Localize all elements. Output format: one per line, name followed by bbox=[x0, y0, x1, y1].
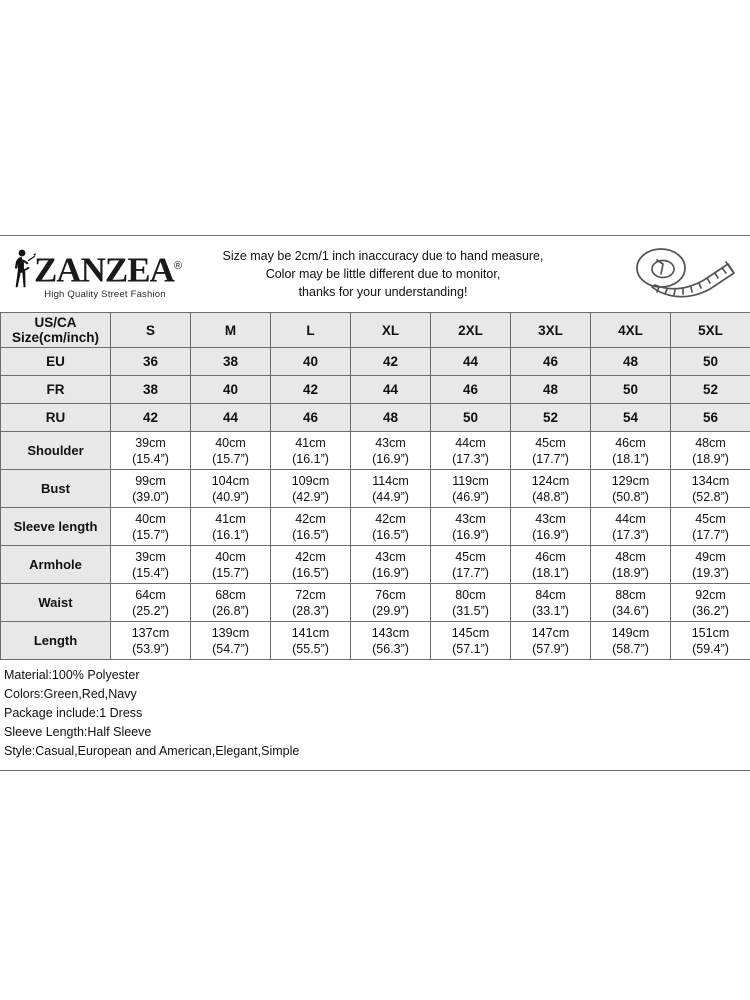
size-value-cell: 52 bbox=[511, 404, 591, 432]
measurement-inch: (58.7”) bbox=[612, 641, 649, 656]
size-value-cell: 40 bbox=[271, 348, 351, 376]
measurement-inch: (26.8”) bbox=[212, 603, 249, 618]
chart-header bbox=[0, 236, 750, 312]
column-header: 4XL bbox=[591, 313, 671, 348]
logo-wordmark-row bbox=[10, 248, 181, 290]
measurement-cm: 42cm bbox=[375, 511, 406, 526]
measurement-cm: 124cm bbox=[531, 473, 570, 488]
measurement-cm: 45cm bbox=[455, 549, 486, 564]
measurement-inch: (16.1”) bbox=[212, 527, 249, 542]
size-value-cell: 46 bbox=[511, 348, 591, 376]
row-label: Waist bbox=[1, 584, 111, 622]
measurement-inch: (15.7”) bbox=[212, 565, 249, 580]
measurement-inch: (15.4”) bbox=[132, 451, 169, 466]
measurement-cm: 44cm bbox=[455, 435, 486, 450]
measurement-inch: (25.2”) bbox=[132, 603, 169, 618]
size-value-cell: 56 bbox=[671, 404, 750, 432]
measurement-cm: 88cm bbox=[615, 587, 646, 602]
measurement-inch: (16.5”) bbox=[292, 565, 329, 580]
measurement-inch: (50.8”) bbox=[612, 489, 649, 504]
measurement-cm: 104cm bbox=[211, 473, 250, 488]
measurement-cell bbox=[511, 622, 591, 660]
row-label: Shoulder bbox=[1, 432, 111, 470]
measurement-cm: 134cm bbox=[691, 473, 730, 488]
column-header: 5XL bbox=[671, 313, 750, 348]
measurement-inch: (18.1”) bbox=[532, 565, 569, 580]
measurement-cell bbox=[591, 622, 671, 660]
measurement-cell bbox=[431, 432, 511, 470]
measurement-cm: 43cm bbox=[375, 549, 406, 564]
measurement-cm: 72cm bbox=[295, 587, 326, 602]
measurement-cm: 151cm bbox=[691, 625, 730, 640]
measurement-cell bbox=[271, 622, 351, 660]
column-header: XL bbox=[351, 313, 431, 348]
measurement-inch: (54.7”) bbox=[212, 641, 249, 656]
table-row bbox=[1, 508, 750, 546]
detail-sleeve-length: Sleeve Length:Half Sleeve bbox=[4, 725, 152, 739]
measurement-inch: (16.9”) bbox=[372, 451, 409, 466]
row-label: Armhole bbox=[1, 546, 111, 584]
size-value-cell: 42 bbox=[111, 404, 191, 432]
measurement-inch: (36.2”) bbox=[692, 603, 729, 618]
measurement-cell bbox=[591, 470, 671, 508]
measurement-cm: 64cm bbox=[135, 587, 166, 602]
size-value-cell: 54 bbox=[591, 404, 671, 432]
row-label: Length bbox=[1, 622, 111, 660]
measurement-cell bbox=[671, 584, 750, 622]
measurement-inch: (16.9”) bbox=[532, 527, 569, 542]
measurement-cm: 143cm bbox=[371, 625, 410, 640]
measurement-inch: (59.4”) bbox=[692, 641, 729, 656]
measurement-cell bbox=[111, 508, 191, 546]
measuring-tape-illustration bbox=[626, 242, 746, 307]
measurement-cell bbox=[351, 546, 431, 584]
measurement-inch: (33.1”) bbox=[532, 603, 569, 618]
size-table-body bbox=[1, 313, 750, 660]
measurement-cm: 48cm bbox=[695, 435, 726, 450]
measurement-cm: 40cm bbox=[135, 511, 166, 526]
measurement-cell bbox=[191, 584, 271, 622]
measurement-inch: (17.7”) bbox=[452, 565, 489, 580]
measurement-cm: 41cm bbox=[295, 435, 326, 450]
measurement-cell bbox=[271, 546, 351, 584]
measuring-tape-icon bbox=[630, 242, 742, 307]
measurement-cm: 145cm bbox=[451, 625, 490, 640]
measurement-inch: (16.9”) bbox=[372, 565, 409, 580]
measurement-cm: 80cm bbox=[455, 587, 486, 602]
measurement-inch: (17.7”) bbox=[532, 451, 569, 466]
measurement-cell bbox=[671, 546, 750, 584]
measurement-inch: (39.0”) bbox=[132, 489, 169, 504]
measurement-cell bbox=[351, 470, 431, 508]
size-value-cell: 38 bbox=[191, 348, 271, 376]
measurement-cell bbox=[511, 432, 591, 470]
measurement-inch: (55.5”) bbox=[292, 641, 329, 656]
measurement-inch: (34.6”) bbox=[612, 603, 649, 618]
corner-label-line2: Size(cm/inch) bbox=[11, 330, 100, 345]
measurement-cell bbox=[111, 622, 191, 660]
brand-logo bbox=[6, 248, 181, 300]
detail-style: Style:Casual,European and American,Elegant,Simple bbox=[4, 744, 300, 758]
measurement-inch: (15.4”) bbox=[132, 565, 169, 580]
measurement-cell bbox=[591, 584, 671, 622]
measurement-cell bbox=[431, 584, 511, 622]
measurement-cm: 45cm bbox=[535, 435, 566, 450]
measurement-inch: (16.5”) bbox=[372, 527, 409, 542]
measurement-inch: (19.3”) bbox=[692, 565, 729, 580]
column-header: S bbox=[111, 313, 191, 348]
measurement-inch: (16.5”) bbox=[292, 527, 329, 542]
row-label: FR bbox=[1, 376, 111, 404]
measurement-cm: 43cm bbox=[455, 511, 486, 526]
notice-line-1: Size may be 2cm/1 inch inaccuracy due to hand measure, bbox=[222, 249, 544, 263]
measurement-cm: 49cm bbox=[695, 549, 726, 564]
measurement-cm: 147cm bbox=[531, 625, 570, 640]
measurement-cm: 92cm bbox=[695, 587, 726, 602]
measurement-cell bbox=[271, 470, 351, 508]
measurement-inch: (40.9”) bbox=[212, 489, 249, 504]
measurement-inch: (15.7”) bbox=[212, 451, 249, 466]
measurement-inch: (18.9”) bbox=[692, 451, 729, 466]
brand-tagline: High Quality Street Fashion bbox=[44, 289, 166, 300]
size-chart-sheet bbox=[0, 235, 750, 771]
table-row bbox=[1, 404, 750, 432]
product-details bbox=[0, 660, 750, 770]
size-chart-table bbox=[0, 312, 750, 660]
size-value-cell: 48 bbox=[351, 404, 431, 432]
measurement-cm: 141cm bbox=[291, 625, 330, 640]
measurement-cm: 109cm bbox=[291, 473, 330, 488]
measurement-cell bbox=[191, 622, 271, 660]
table-corner-label bbox=[1, 313, 111, 348]
corner-label-line1: US/CA bbox=[34, 315, 77, 330]
measurement-cell bbox=[591, 508, 671, 546]
measurement-cell bbox=[351, 584, 431, 622]
size-value-cell: 50 bbox=[671, 348, 750, 376]
measurement-inch: (29.9”) bbox=[372, 603, 409, 618]
measurement-cell bbox=[431, 546, 511, 584]
measurement-cell bbox=[191, 508, 271, 546]
table-row bbox=[1, 348, 750, 376]
measurement-inch: (15.7”) bbox=[132, 527, 169, 542]
measurement-cell bbox=[351, 508, 431, 546]
measurement-cell bbox=[671, 622, 750, 660]
measurement-cell bbox=[511, 546, 591, 584]
measurement-cell bbox=[671, 432, 750, 470]
measurement-cm: 84cm bbox=[535, 587, 566, 602]
measurement-cm: 45cm bbox=[695, 511, 726, 526]
measurement-inch: (53.9”) bbox=[132, 641, 169, 656]
size-value-cell: 52 bbox=[671, 376, 750, 404]
column-header: M bbox=[191, 313, 271, 348]
measurement-inch: (48.8”) bbox=[532, 489, 569, 504]
measurement-cm: 46cm bbox=[535, 549, 566, 564]
measurement-cell bbox=[511, 584, 591, 622]
size-value-cell: 38 bbox=[111, 376, 191, 404]
measurement-cell bbox=[431, 622, 511, 660]
measurement-cell bbox=[671, 470, 750, 508]
measurement-cm: 43cm bbox=[535, 511, 566, 526]
measurement-cell bbox=[191, 432, 271, 470]
measurement-cm: 42cm bbox=[295, 549, 326, 564]
measurement-cell bbox=[271, 584, 351, 622]
brand-name-text: ZANZEA bbox=[34, 251, 174, 290]
measurement-inch: (17.3”) bbox=[612, 527, 649, 542]
size-value-cell: 44 bbox=[191, 404, 271, 432]
detail-package: Package include:1 Dress bbox=[4, 706, 143, 720]
measurement-cell bbox=[191, 470, 271, 508]
measurement-cell bbox=[431, 470, 511, 508]
detail-material: Material:100% Polyester bbox=[4, 668, 140, 682]
measurement-inch: (28.3”) bbox=[292, 603, 329, 618]
measurement-cell bbox=[591, 546, 671, 584]
measurement-inch: (57.1”) bbox=[452, 641, 489, 656]
registered-trademark-icon: ® bbox=[173, 260, 181, 273]
detail-colors: Colors:Green,Red,Navy bbox=[4, 687, 137, 701]
measurement-cell bbox=[111, 432, 191, 470]
measurement-cm: 39cm bbox=[135, 549, 166, 564]
table-row bbox=[1, 584, 750, 622]
size-value-cell: 44 bbox=[431, 348, 511, 376]
size-value-cell: 42 bbox=[271, 376, 351, 404]
measurement-cm: 43cm bbox=[375, 435, 406, 450]
measurement-inch: (16.9”) bbox=[452, 527, 489, 542]
size-value-cell: 42 bbox=[351, 348, 431, 376]
size-value-cell: 50 bbox=[591, 376, 671, 404]
measurement-inch: (31.5”) bbox=[452, 603, 489, 618]
size-value-cell: 46 bbox=[271, 404, 351, 432]
brand-name bbox=[34, 249, 181, 288]
measurement-inch: (16.1”) bbox=[292, 451, 329, 466]
measurement-cell bbox=[511, 470, 591, 508]
size-value-cell: 50 bbox=[431, 404, 511, 432]
measurement-inch: (18.1”) bbox=[612, 451, 649, 466]
size-value-cell: 46 bbox=[431, 376, 511, 404]
measurement-cm: 119cm bbox=[452, 473, 489, 488]
measurement-cell bbox=[671, 508, 750, 546]
measurement-cm: 114cm bbox=[372, 473, 409, 488]
measurement-cell bbox=[351, 622, 431, 660]
measurement-cm: 139cm bbox=[211, 625, 250, 640]
measurement-cell bbox=[351, 432, 431, 470]
table-header-row bbox=[1, 313, 750, 348]
measurement-cm: 129cm bbox=[611, 473, 650, 488]
measurement-inch: (42.9”) bbox=[292, 489, 329, 504]
measurement-cell bbox=[111, 546, 191, 584]
table-row bbox=[1, 622, 750, 660]
measurement-inch: (46.9”) bbox=[452, 489, 489, 504]
size-value-cell: 48 bbox=[511, 376, 591, 404]
measurement-cell bbox=[271, 432, 351, 470]
measurement-inch: (17.3”) bbox=[452, 451, 489, 466]
measurement-inch: (44.9”) bbox=[372, 489, 409, 504]
column-header: L bbox=[271, 313, 351, 348]
measurement-cell bbox=[111, 470, 191, 508]
measurement-inch: (52.8”) bbox=[692, 489, 729, 504]
size-value-cell: 36 bbox=[111, 348, 191, 376]
column-header: 2XL bbox=[431, 313, 511, 348]
measurement-cm: 99cm bbox=[135, 473, 166, 488]
notice-line-3: thanks for your understanding! bbox=[298, 285, 468, 299]
measurement-cell bbox=[591, 432, 671, 470]
measurement-inch: (56.3”) bbox=[372, 641, 409, 656]
measurement-notice bbox=[173, 247, 626, 301]
row-label: RU bbox=[1, 404, 111, 432]
table-row bbox=[1, 376, 750, 404]
measurement-inch: (18.9”) bbox=[612, 565, 649, 580]
measurement-inch: (17.7”) bbox=[692, 527, 729, 542]
measurement-cm: 44cm bbox=[615, 511, 646, 526]
row-label: Sleeve length bbox=[1, 508, 111, 546]
measurement-cm: 68cm bbox=[215, 587, 246, 602]
column-header: 3XL bbox=[511, 313, 591, 348]
table-row bbox=[1, 432, 750, 470]
measurement-inch: (57.9”) bbox=[532, 641, 569, 656]
measurement-cm: 41cm bbox=[215, 511, 246, 526]
measurement-cm: 46cm bbox=[615, 435, 646, 450]
row-label: Bust bbox=[1, 470, 111, 508]
measurement-cell bbox=[111, 584, 191, 622]
measurement-cell bbox=[271, 508, 351, 546]
size-value-cell: 44 bbox=[351, 376, 431, 404]
size-value-cell: 48 bbox=[591, 348, 671, 376]
measurement-cm: 149cm bbox=[611, 625, 650, 640]
notice-line-2: Color may be little different due to monitor, bbox=[265, 267, 501, 281]
woman-silhouette-icon bbox=[10, 248, 36, 288]
measurement-cm: 40cm bbox=[215, 549, 246, 564]
table-row bbox=[1, 546, 750, 584]
measurement-cm: 40cm bbox=[215, 435, 246, 450]
measurement-cm: 42cm bbox=[295, 511, 326, 526]
measurement-cm: 39cm bbox=[135, 435, 166, 450]
measurement-cell bbox=[511, 508, 591, 546]
measurement-cell bbox=[191, 546, 271, 584]
measurement-cm: 137cm bbox=[131, 625, 170, 640]
size-value-cell: 40 bbox=[191, 376, 271, 404]
row-label: EU bbox=[1, 348, 111, 376]
table-row bbox=[1, 470, 750, 508]
measurement-cm: 76cm bbox=[375, 587, 406, 602]
measurement-cm: 48cm bbox=[615, 549, 646, 564]
measurement-cell bbox=[431, 508, 511, 546]
